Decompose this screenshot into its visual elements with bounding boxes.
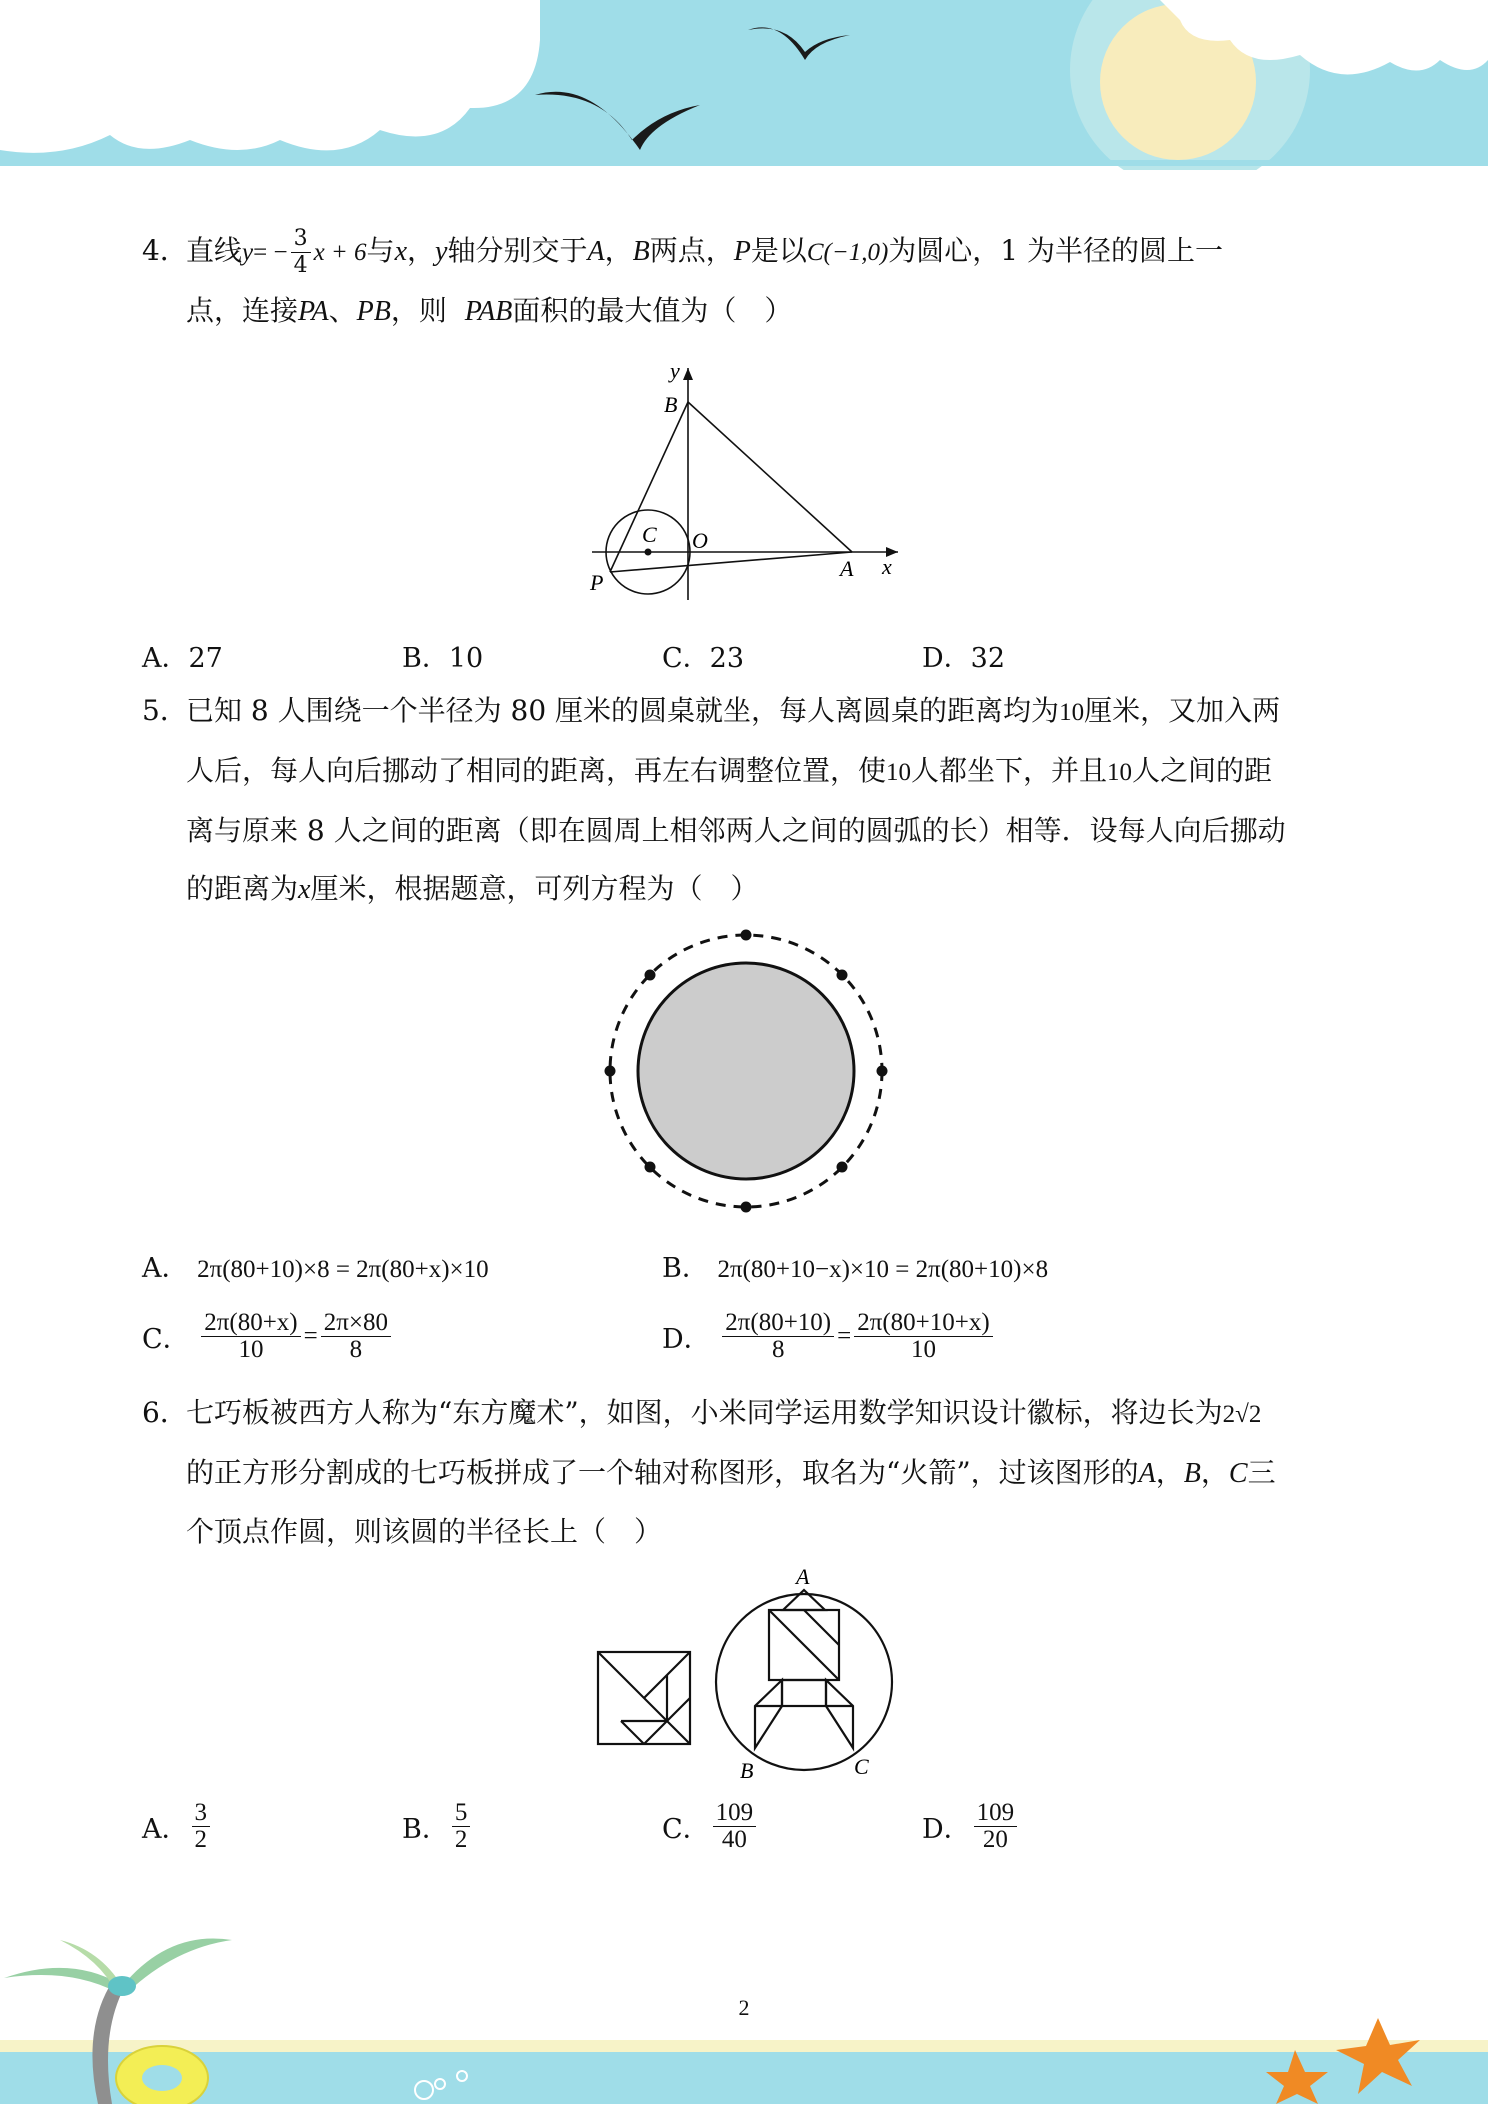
option-letter: B．: [662, 1253, 709, 1284]
text: 为圆心，1 为半径的圆上一: [888, 234, 1224, 267]
seat-dot: [645, 970, 656, 981]
circumcircle: [716, 1594, 892, 1770]
seat-dot: [741, 1202, 752, 1213]
text: 与: [366, 234, 395, 267]
text: 点，连接: [186, 294, 299, 327]
label-C: C: [854, 1754, 869, 1779]
sand-strip: [0, 2040, 1488, 2052]
option-equation: 2π(80+10−x)×10 = 2π(80+10)×8: [717, 1256, 1049, 1283]
seat-dot: [837, 970, 848, 981]
fraction: [713, 1800, 757, 1853]
text: 人之间的距: [1132, 754, 1273, 787]
fraction-numerator: 2π(80+x): [201, 1310, 300, 1337]
option-a[interactable]: [142, 1800, 213, 1853]
text: 两点，: [649, 234, 734, 267]
page-number: 2: [738, 1995, 750, 2020]
fraction-denominator: 2: [454, 1826, 468, 1853]
fraction-numerator: 5: [452, 1800, 471, 1827]
fraction: [452, 1800, 471, 1853]
option-letter: D．: [922, 643, 971, 674]
math-var: B: [1183, 1458, 1201, 1489]
swim-ring-hole: [142, 2065, 182, 2091]
text: ，则: [390, 294, 447, 327]
text: 是以: [750, 234, 807, 267]
math-expr: x + 6: [313, 239, 367, 266]
header-banner: [0, 0, 1488, 170]
text: ，: [1155, 1456, 1184, 1489]
line-AB: [688, 402, 852, 552]
fraction-denominator: 2: [194, 1826, 207, 1853]
center-point: [645, 549, 652, 556]
text: ，: [1200, 1456, 1229, 1489]
math-num: 10: [886, 759, 912, 786]
fraction-numerator: 109: [974, 1800, 1018, 1827]
text: ，: [407, 234, 436, 267]
question-4-line-2: [186, 282, 1352, 341]
text: 人后，每人向后挪动了相同的距离，再左右调整位置，使: [186, 754, 887, 787]
fraction-numerator: 2π×80: [321, 1310, 391, 1337]
text: 厘米，又加入两: [1084, 694, 1281, 727]
text: 七巧板被西方人称为“东方魔术”，如图，小米同学运用数学知识设计徽标，将边长为: [186, 1396, 1223, 1429]
math-num: 10: [1107, 759, 1133, 786]
text: 人都坐下，并且: [911, 754, 1108, 787]
text: 离与原来 8 人之间的距离（即在圆周上相邻两人之间的圆弧的长）相等．设每人向后挪动: [186, 814, 1286, 847]
option-b[interactable]: [402, 636, 483, 675]
option-d[interactable]: [662, 1310, 996, 1363]
option-d[interactable]: [922, 636, 1005, 675]
question-6-line-2: [186, 1444, 1352, 1503]
tangram-square: [598, 1652, 690, 1744]
math-var: PAB: [464, 296, 513, 327]
option-letter: C．: [662, 1814, 710, 1845]
question-number: 6．: [142, 1396, 188, 1429]
text: 已知 8 人围绕一个半径为 80 厘米的圆桌就坐，每人离圆桌的距离均为: [186, 694, 1060, 727]
tangram-rocket: [755, 1590, 853, 1748]
option-equation: 2π(80+10)×8 = 2π(80+x)×10: [197, 1256, 489, 1283]
option-letter: D．: [662, 1324, 711, 1355]
question-5: [142, 682, 1352, 919]
question-4: [142, 222, 1352, 341]
question-5-line-1: [186, 682, 1352, 742]
option-letter: A．: [142, 1814, 189, 1845]
fraction-numerator: 2π(80+10+x): [854, 1310, 992, 1337]
question-6-line-1: [186, 1384, 1352, 1444]
option-a[interactable]: [142, 636, 223, 675]
fraction: [201, 1310, 300, 1363]
fraction: [192, 1800, 211, 1853]
fraction-denominator: 40: [721, 1826, 747, 1853]
question-5-line-3: [186, 802, 1352, 860]
math-var: x: [298, 874, 311, 905]
y-axis-arrow: [683, 368, 693, 380]
fraction: [722, 1310, 834, 1363]
seat-dot: [605, 1066, 616, 1077]
text: 面积的最大值为（ ）: [512, 294, 793, 327]
option-letter: B．: [402, 1814, 449, 1845]
question-number: 5．: [142, 694, 188, 727]
fraction-denominator: 8: [349, 1336, 363, 1363]
text: 、: [328, 294, 357, 327]
question-4-line-1: [186, 222, 1352, 282]
q5-figure: [596, 926, 896, 1216]
text: 三: [1247, 1456, 1276, 1489]
math-var: P: [733, 236, 751, 267]
question-5-line-4: [186, 860, 1352, 919]
fraction-numerator: 109: [713, 1800, 757, 1827]
math-op: =: [303, 1322, 318, 1350]
label-B: B: [664, 392, 678, 417]
question-6: [142, 1384, 1352, 1561]
text: 的正方形分割成的七巧板拼成了一个轴对称图形，取名为“火箭”，过该图形的: [186, 1456, 1139, 1489]
fraction: [291, 226, 311, 279]
seat-dot: [645, 1162, 656, 1173]
option-c[interactable]: [142, 1310, 394, 1363]
q4-figure: [580, 358, 910, 608]
math-var: x: [394, 236, 407, 267]
fraction: [321, 1310, 391, 1363]
label-B: B: [740, 1758, 754, 1783]
question-6-line-3: [186, 1503, 1352, 1561]
fraction-denominator: 10: [238, 1336, 264, 1363]
footer-banner: [0, 1900, 1488, 2104]
math-var: PA: [298, 296, 329, 327]
option-a[interactable]: [142, 1246, 489, 1285]
text: 直线: [186, 234, 243, 267]
label-P: P: [590, 570, 604, 595]
label-O: O: [692, 528, 708, 553]
fraction-denominator: 20: [982, 1826, 1008, 1853]
option-b[interactable]: [402, 1800, 473, 1853]
math-var: C: [1228, 1458, 1248, 1489]
question-5-line-2: [186, 742, 1352, 802]
math-var: A: [1138, 1458, 1156, 1489]
math-expr: C(−1,0): [806, 239, 889, 266]
option-c[interactable]: [662, 636, 744, 675]
fraction: [974, 1800, 1018, 1853]
math-var: y: [435, 236, 448, 267]
option-value: 23: [709, 643, 745, 674]
seat-dot: [877, 1066, 888, 1077]
option-letter: B．: [402, 643, 449, 674]
math-num: 10: [1059, 699, 1085, 726]
q6-figure: [592, 1560, 902, 1790]
fraction-denominator: 4: [293, 253, 308, 278]
text: 轴分别交于: [447, 234, 588, 267]
math-op: =: [837, 1322, 852, 1350]
fraction: [854, 1310, 992, 1363]
option-value: 10: [448, 643, 484, 674]
sea-strip: [0, 2052, 1488, 2104]
fraction-denominator: 8: [771, 1336, 785, 1363]
math-var: A: [587, 236, 605, 267]
option-letter: C．: [662, 643, 710, 674]
fraction-numerator: 2π(80+10): [722, 1310, 834, 1337]
fraction-numerator: 3: [192, 1800, 211, 1827]
option-letter: C．: [142, 1324, 190, 1355]
math-var: B: [632, 236, 650, 267]
label-C: C: [642, 522, 657, 547]
text: 个顶点作圆，则该圆的半径长上（ ）: [186, 1515, 663, 1548]
fraction-numerator: 3: [291, 226, 311, 253]
text: 厘米，根据题意，可列方程为（ ）: [310, 872, 759, 905]
palm-leaf-icon: [124, 1938, 232, 1992]
text: ，: [604, 234, 633, 267]
option-letter: A．: [142, 1253, 189, 1284]
seat-dot: [837, 1162, 848, 1173]
math-var: PB: [356, 296, 391, 327]
math-expr: 2√2: [1222, 1401, 1262, 1428]
question-number: 4．: [142, 234, 188, 267]
option-value: 27: [188, 643, 223, 674]
option-b[interactable]: [662, 1246, 1048, 1285]
round-table: [638, 963, 854, 1179]
option-letter: A．: [142, 643, 189, 674]
option-value: 32: [970, 643, 1006, 674]
coconut-icon: [108, 1976, 136, 1996]
label-A: A: [840, 556, 854, 581]
option-d[interactable]: [922, 1800, 1020, 1853]
text: 的距离为: [186, 872, 299, 905]
label-x: x: [882, 554, 892, 579]
option-c[interactable]: [662, 1800, 759, 1853]
math-op: = −: [253, 239, 288, 266]
label-A: A: [796, 1564, 810, 1589]
option-letter: D．: [922, 1814, 971, 1845]
seat-dot: [741, 930, 752, 941]
fraction-denominator: 10: [910, 1336, 936, 1363]
label-y: y: [670, 358, 680, 383]
math-var: y: [242, 239, 254, 266]
